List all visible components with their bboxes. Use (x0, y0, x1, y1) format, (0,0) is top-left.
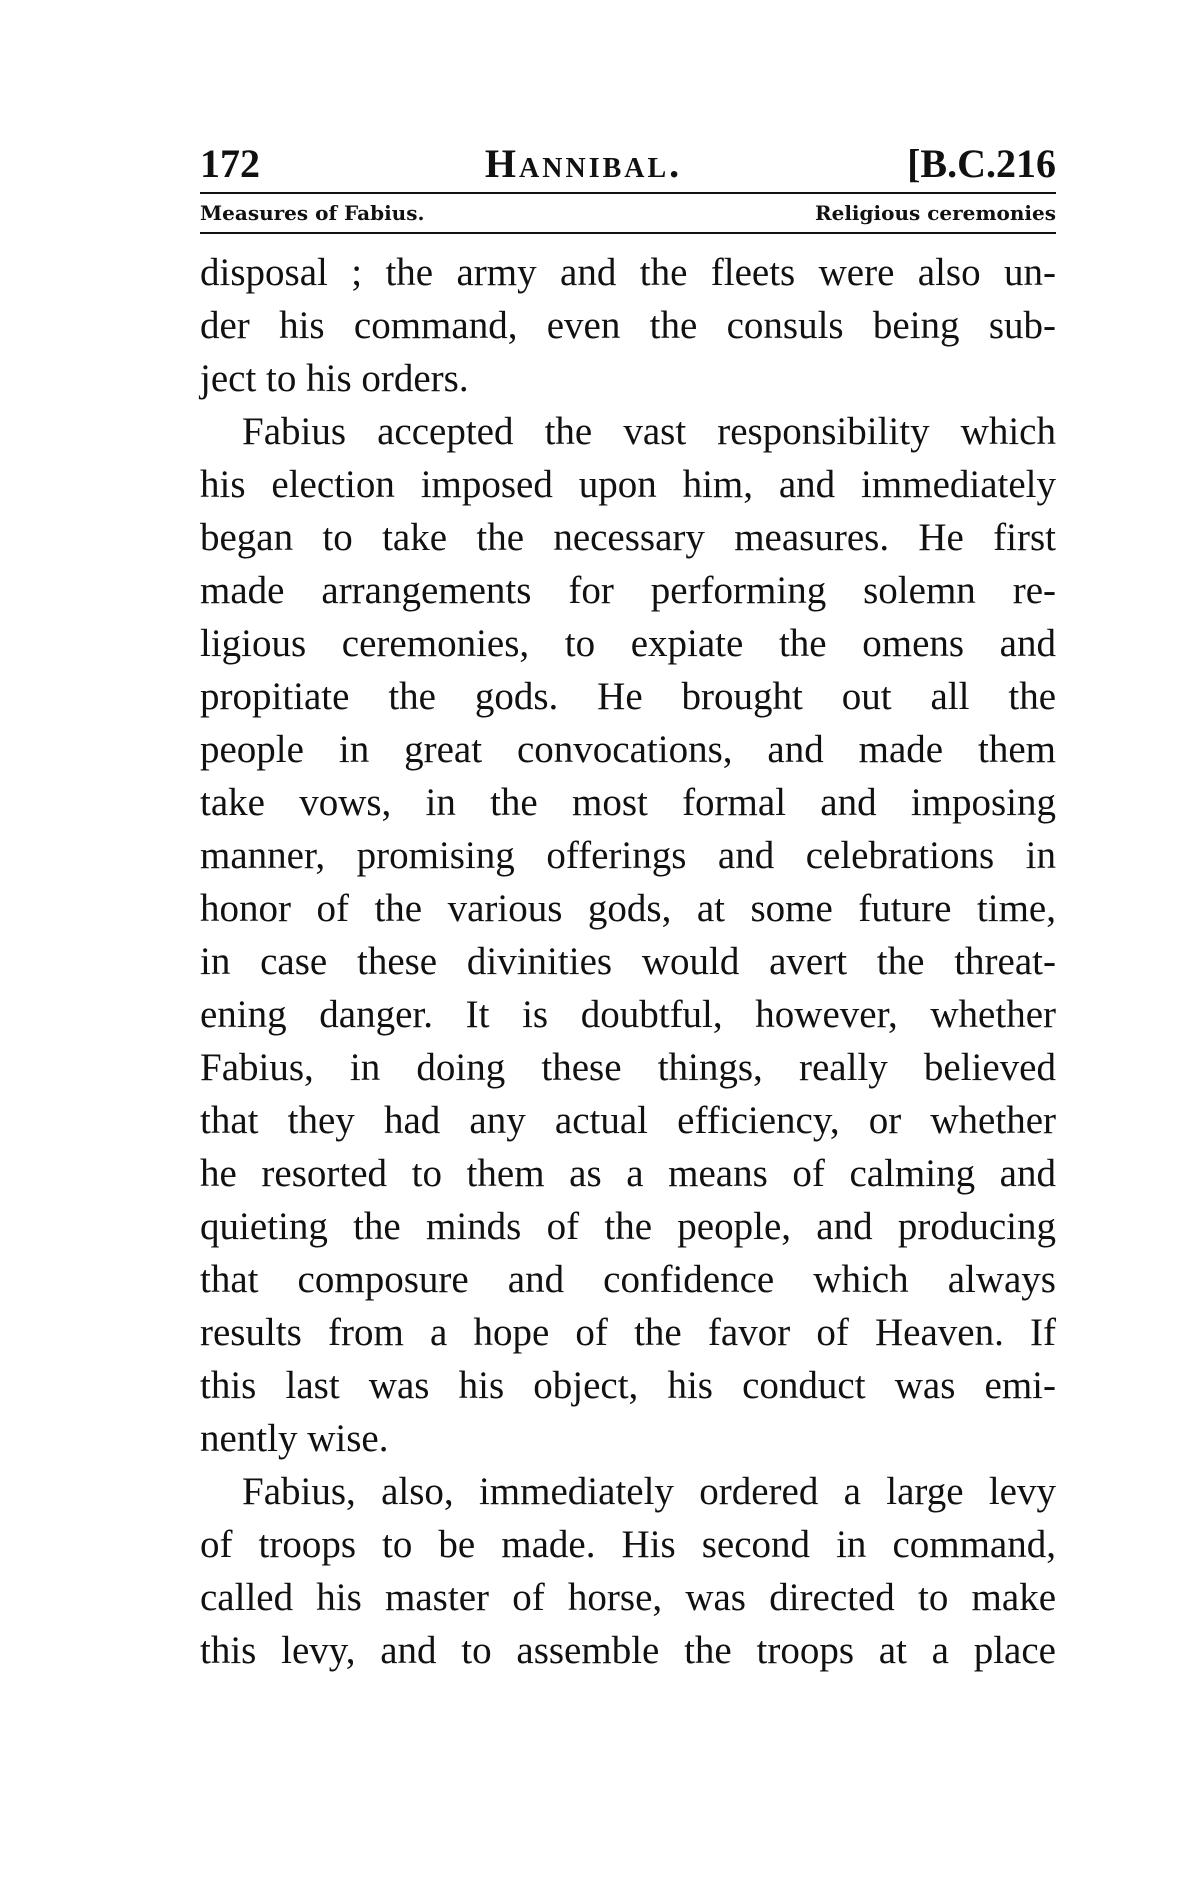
text-line: ligious ceremonies, to expiate the omens and (200, 622, 1056, 665)
text-line: results from a hope of the favor of Heaven. If (200, 1311, 1056, 1354)
text-line: made arrangements for performing solemn re- (200, 569, 1056, 612)
subhead-right: Religious ceremonies (814, 201, 1056, 225)
text-line: that composure and confidence which always (200, 1258, 1056, 1301)
text-line: Fabius accepted the vast responsibility which (242, 410, 1056, 453)
page-number: 172 (200, 141, 260, 186)
text-line: manner, promising offerings and celebrations in (200, 834, 1056, 877)
text-line: in case these divinities would avert the threat- (200, 940, 1056, 983)
text-line: disposal ; the army and the fleets were also un- (200, 251, 1056, 294)
text-line: ening danger. It is doubtful, however, whether (200, 993, 1056, 1036)
section-subheads (200, 194, 1056, 232)
text-line: der his command, even the consuls being sub- (200, 304, 1056, 347)
text-line: people in great convocations, and made them (200, 728, 1056, 771)
date-marker: [B.C.216 (907, 141, 1056, 186)
text-line: ject to his orders. (200, 357, 469, 400)
paragraph-2 (200, 405, 1056, 1465)
body-text (200, 246, 1056, 1677)
paragraph-3 (200, 1465, 1056, 1677)
text-line: Fabius, also, immediately ordered a large levy (242, 1470, 1056, 1513)
text-line: called his master of horse, was directed to make (200, 1576, 1056, 1619)
text-line: he resorted to them as a means of calming and (200, 1152, 1056, 1195)
running-head (200, 140, 1056, 192)
text-line: began to take the necessary measures. He first (200, 516, 1056, 559)
text-line: this levy, and to assemble the troops at a place (200, 1629, 1056, 1672)
text-line: his election imposed upon him, and immediately (200, 463, 1056, 506)
text-line: quieting the minds of the people, and producing (200, 1205, 1056, 1248)
text-line: honor of the various gods, at some future time, (200, 887, 1056, 930)
book-page (200, 140, 1056, 1677)
text-line: this last was his object, his conduct was emi- (200, 1364, 1056, 1407)
book-title: Hannibal. (484, 141, 683, 186)
text-line: take vows, in the most formal and imposing (200, 781, 1056, 824)
subhead-left: Measures of Fabius. (200, 201, 425, 225)
text-line: propitiate the gods. He brought out all the (200, 675, 1056, 718)
bottom-rule (200, 232, 1056, 234)
text-line: that they had any actual efficiency, or whether (200, 1099, 1056, 1142)
text-line: of troops to be made. His second in command, (200, 1523, 1056, 1566)
paragraph-1 (200, 246, 1056, 405)
text-line: nently wise. (200, 1417, 389, 1460)
text-line: Fabius, in doing these things, really believed (200, 1046, 1056, 1089)
